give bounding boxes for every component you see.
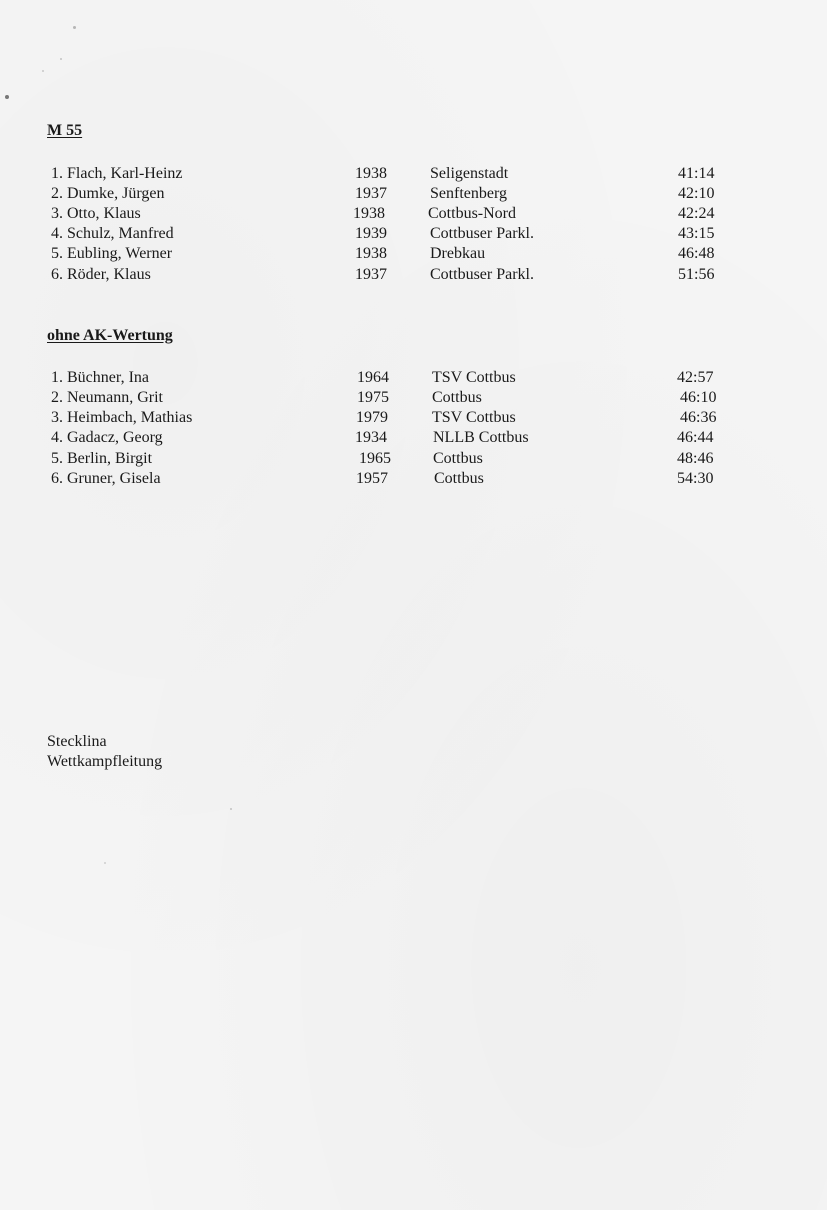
club-name: TSV Cottbus <box>432 409 516 426</box>
birth-year: 1957 <box>356 470 388 487</box>
athlete-name: 3. Heimbach, Mathias <box>51 409 193 426</box>
club-name: Cottbus <box>433 450 483 467</box>
result-row <box>0 265 827 285</box>
birth-year: 1979 <box>356 409 388 426</box>
athlete-name: 5. Berlin, Birgit <box>51 450 153 467</box>
athlete-name: 1. Flach, Karl-Heinz <box>51 165 183 182</box>
birth-year: 1937 <box>355 185 387 202</box>
scan-speck <box>104 862 106 864</box>
result-row <box>0 469 827 489</box>
scan-speck <box>5 95 9 99</box>
section-heading-m55: M 55 <box>47 122 83 139</box>
signer-role: Wettkampfleitung <box>47 753 163 770</box>
athlete-name: 6. Röder, Klaus <box>51 266 151 283</box>
result-row <box>0 368 827 388</box>
result-row <box>0 184 827 204</box>
birth-year: 1934 <box>355 429 387 446</box>
result-row <box>0 224 827 244</box>
club-name: Senftenberg <box>430 185 508 202</box>
finish-time: 41:14 <box>678 165 715 182</box>
club-name: Cottbus-Nord <box>428 205 516 222</box>
birth-year: 1965 <box>359 450 391 467</box>
finish-time: 42:10 <box>678 185 715 202</box>
athlete-name: 2. Dumke, Jürgen <box>51 185 165 202</box>
club-name: NLLB Cottbus <box>433 429 529 446</box>
result-row <box>0 408 827 428</box>
result-row <box>0 164 827 184</box>
finish-time: 46:48 <box>678 245 715 262</box>
club-name: Drebkau <box>430 245 486 262</box>
club-name: TSV Cottbus <box>432 369 516 386</box>
athlete-name: 6. Gruner, Gisela <box>51 470 161 487</box>
birth-year: 1975 <box>357 389 389 406</box>
club-name: Cottbuser Parkl. <box>430 225 534 242</box>
result-row <box>0 244 827 264</box>
scan-speck <box>42 70 44 72</box>
club-name: Cottbus <box>434 470 484 487</box>
finish-time: 42:24 <box>678 205 715 222</box>
result-row <box>0 204 827 224</box>
athlete-name: 5. Eubling, Werner <box>51 245 173 262</box>
athlete-name: 4. Gadacz, Georg <box>51 429 163 446</box>
athlete-name: 4. Schulz, Manfred <box>51 225 174 242</box>
section-heading-ohne-ak: ohne AK-Wertung <box>47 327 173 344</box>
athlete-name: 2. Neumann, Grit <box>51 389 163 406</box>
athlete-name: 3. Otto, Klaus <box>51 205 141 222</box>
finish-time: 54:30 <box>677 470 714 487</box>
scan-speck <box>60 58 62 60</box>
finish-time: 48:46 <box>677 450 714 467</box>
birth-year: 1939 <box>355 225 387 242</box>
finish-time: 46:10 <box>680 389 717 406</box>
birth-year: 1937 <box>355 266 387 283</box>
birth-year: 1964 <box>357 369 389 386</box>
signer-name: Stecklina <box>47 733 107 750</box>
finish-time: 51:56 <box>678 266 715 283</box>
finish-time: 43:15 <box>678 225 715 242</box>
club-name: Seligenstadt <box>430 165 509 182</box>
birth-year: 1938 <box>353 205 385 222</box>
result-row <box>0 388 827 408</box>
club-name: Cottbuser Parkl. <box>430 266 534 283</box>
birth-year: 1938 <box>355 245 387 262</box>
finish-time: 46:44 <box>677 429 714 446</box>
signature-block <box>47 732 162 772</box>
result-row <box>0 428 827 448</box>
birth-year: 1938 <box>355 165 387 182</box>
finish-time: 42:57 <box>677 369 714 386</box>
scan-speck <box>73 26 76 29</box>
club-name: Cottbus <box>432 389 482 406</box>
result-row <box>0 449 827 469</box>
scan-speck <box>230 808 232 810</box>
athlete-name: 1. Büchner, Ina <box>51 369 149 386</box>
finish-time: 46:36 <box>680 409 717 426</box>
